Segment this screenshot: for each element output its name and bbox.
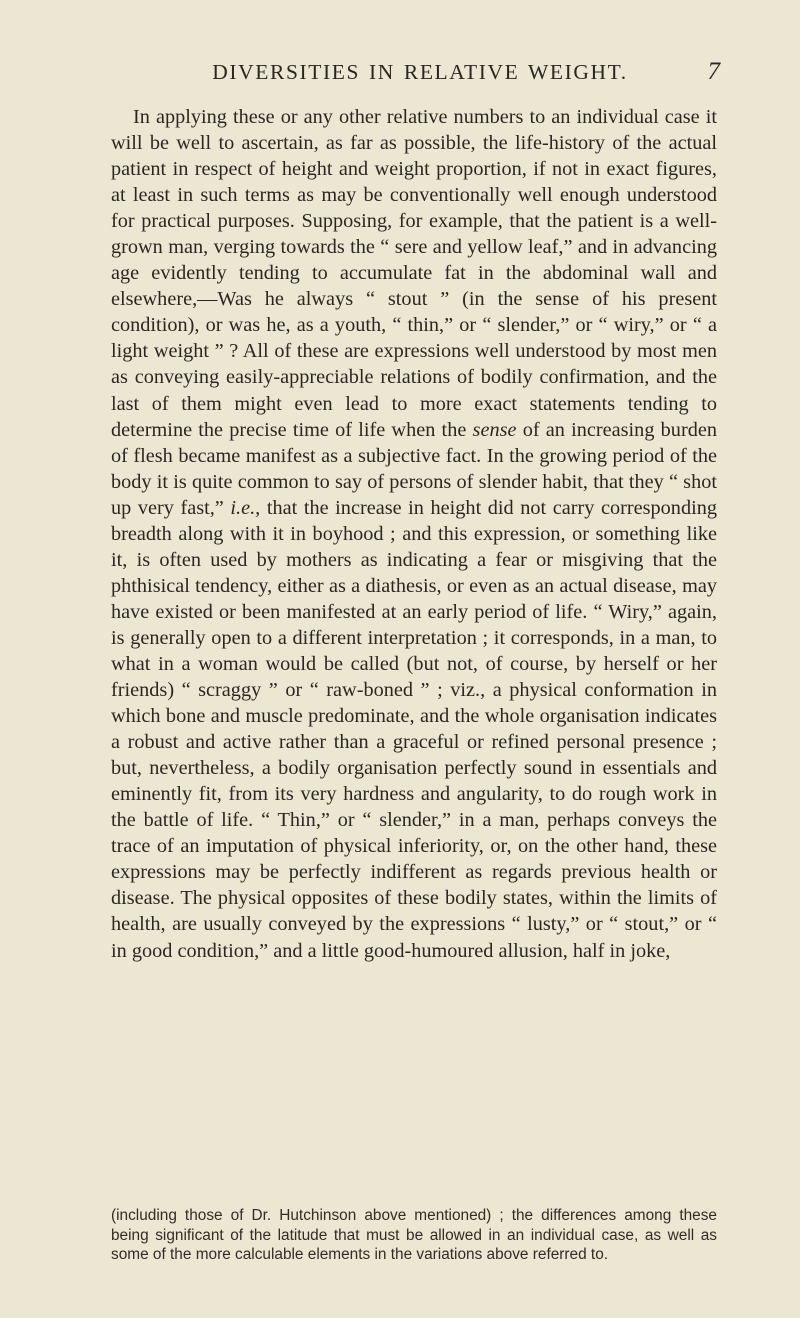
running-title: DIVERSITIES IN RELATIVE WEIGHT. <box>212 60 628 84</box>
italic-ie: i.e., <box>230 496 261 519</box>
body-text <box>111 104 717 964</box>
page-header <box>120 60 720 96</box>
footnote-text: (including those of Dr. Hutchinson above mentioned) ; the differences among these being significant of the latitude that must be allowed in an individual case, as well as some of the more calculable elements in the variations above referred to. <box>111 1207 717 1264</box>
page-number: 7 <box>707 58 720 85</box>
italic-sense: sense <box>472 418 517 441</box>
text-segment: that the increase in height did not carry corresponding breadth along with it in boyhood ; and this expression, or something like it, is often used by mothers as indicating a fear or misgiving that the phthisical tendency, either as a diathesis, or even as an actual disease, may have existed or been manifested at an early period of life. “ Wiry,” again, is generally open to a different interpretation ; it corresponds, in a man, to what in a woman would be called (but not, of course, by herself or her friends) “ scraggy ” or “ raw-boned ” ; viz., a physical conformation in which bone and muscle predominate, and the whole organisation indicates a robust and active rather than a graceful or refined personal presence ; but, nevertheless, a bodily organisation perfectly sound in essentials and eminently fit, from its very hardness and angularity, to do rough work in the battle of life. “ Thin,” or “ slender,” in a man, perhaps conveys the trace of an imputation of physical inferiority, or, on the other hand, these expressions may be perfectly indifferent as regards previous health or disease. The physical opposites of these bodily states, within the limits of health, are usually conveyed by the expressions “ lusty,” or “ stout,” or “ in good condition,” and a little good-humoured allusion, half in joke, <box>111 496 717 962</box>
text-segment: In applying these or any other relative numbers to an individual case it will be well to ascertain, as far as possible, the life-history of the actual patient in respect of height and weight proportion, if not in exact figures, at least in such terms as may be conventionally well enough understood for practical purposes. Supposing, for example, that the patient is a well-grown man, verging towards the “ sere and yellow leaf,” and in advancing age evidently tending to accumulate fat in the abdominal wall and elsewhere,—Was he always “ stout ” (in the sense of his present condition), or was he, as a youth, “ thin,” or “ slender,” or “ wiry,” or “ a light weight ” ? All of these are expressions well understood by most men as conveying easily-appreciable relations of bodily confirmation, and the last of them might even lead to more exact statements tending to determine the precise time of life when the <box>111 106 717 441</box>
footnote <box>111 1206 717 1265</box>
main-paragraph <box>111 104 717 964</box>
text-segment: of an increasing burden of flesh became manifest as a subjective fact. In the growing period of the body it is quite common to say of persons of slender habit, that they “ shot up very fast,” <box>111 418 717 519</box>
